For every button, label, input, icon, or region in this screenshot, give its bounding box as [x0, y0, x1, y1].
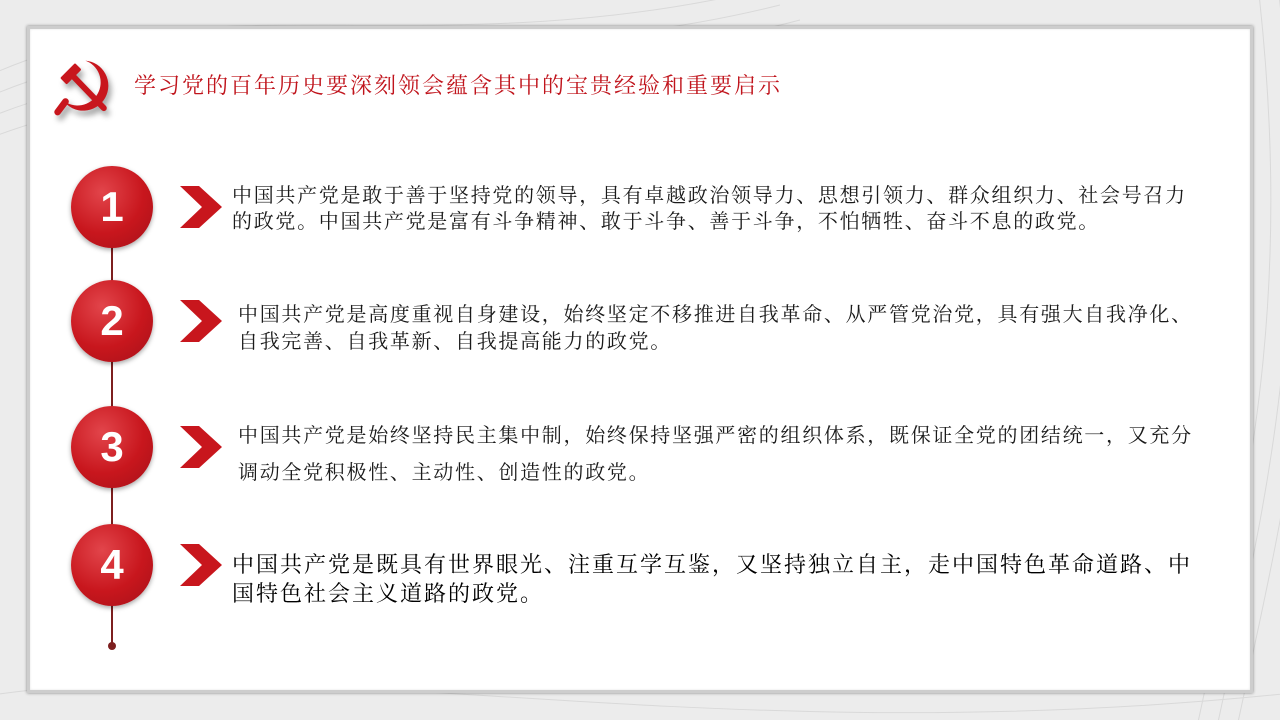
item-text-line: 中国共产党是始终坚持民主集中制，始终保持坚强严密的组织体系，既保证全党的团结统一，又充分 — [238, 423, 1193, 447]
item-text-line: 中国共产党是高度重视自身建设，始终坚定不移推进自我革命、从严管党治党，具有强大自我净化、 — [238, 302, 1193, 326]
item-text-line: 的政党。中国共产党是富有斗争精神、敢于斗争、善于斗争，不怕牺牲、奋斗不息的政党。 — [232, 209, 1100, 233]
list-item — [0, 280, 1280, 362]
number-badge: 4 — [71, 524, 153, 606]
hammer-handle — [71, 74, 104, 108]
hammer-and-sickle-icon — [50, 54, 118, 120]
item-text-line: 自我完善、自我革新、自我提高能力的政党。 — [238, 329, 672, 353]
item-text-line: 中国共产党是敢于善于坚持党的领导，具有卓越政治领导力、思想引领力、群众组织力、社会号召力 — [232, 183, 1187, 207]
item-text — [232, 182, 1187, 234]
chevron-shape — [180, 300, 222, 342]
number-badge: 3 — [71, 406, 153, 488]
chevron-right-icon — [180, 544, 222, 586]
number-badge: 1 — [71, 166, 153, 248]
chevron-shape — [180, 426, 222, 468]
chevron-right-icon — [180, 300, 222, 342]
slide-title: 学习党的百年历史要深刻领会蕴含其中的宝贵经验和重要启示 — [134, 74, 783, 99]
timeline-end-dot — [108, 642, 116, 650]
list-item — [0, 166, 1280, 248]
hammer-and-sickle-graphic — [50, 54, 118, 120]
item-text — [232, 551, 1192, 609]
item-text-line: 国特色社会主义道路的政党。 — [232, 582, 545, 607]
chevron-shape — [180, 544, 222, 586]
list-item — [0, 406, 1280, 488]
list-item — [0, 524, 1280, 606]
item-text — [238, 417, 1193, 491]
number-badge: 2 — [71, 280, 153, 362]
sickle-handle — [58, 102, 66, 113]
item-text — [238, 301, 1193, 355]
chevron-shape — [180, 186, 222, 228]
item-text-line: 中国共产党是既具有世界眼光、注重互学互鉴，又坚持独立自主，走中国特色革命道路、中 — [232, 553, 1193, 578]
item-text-line: 调动全党积极性、主动性、创造性的政党。 — [238, 460, 651, 484]
chevron-right-icon — [180, 186, 222, 228]
chevron-right-icon — [180, 426, 222, 468]
